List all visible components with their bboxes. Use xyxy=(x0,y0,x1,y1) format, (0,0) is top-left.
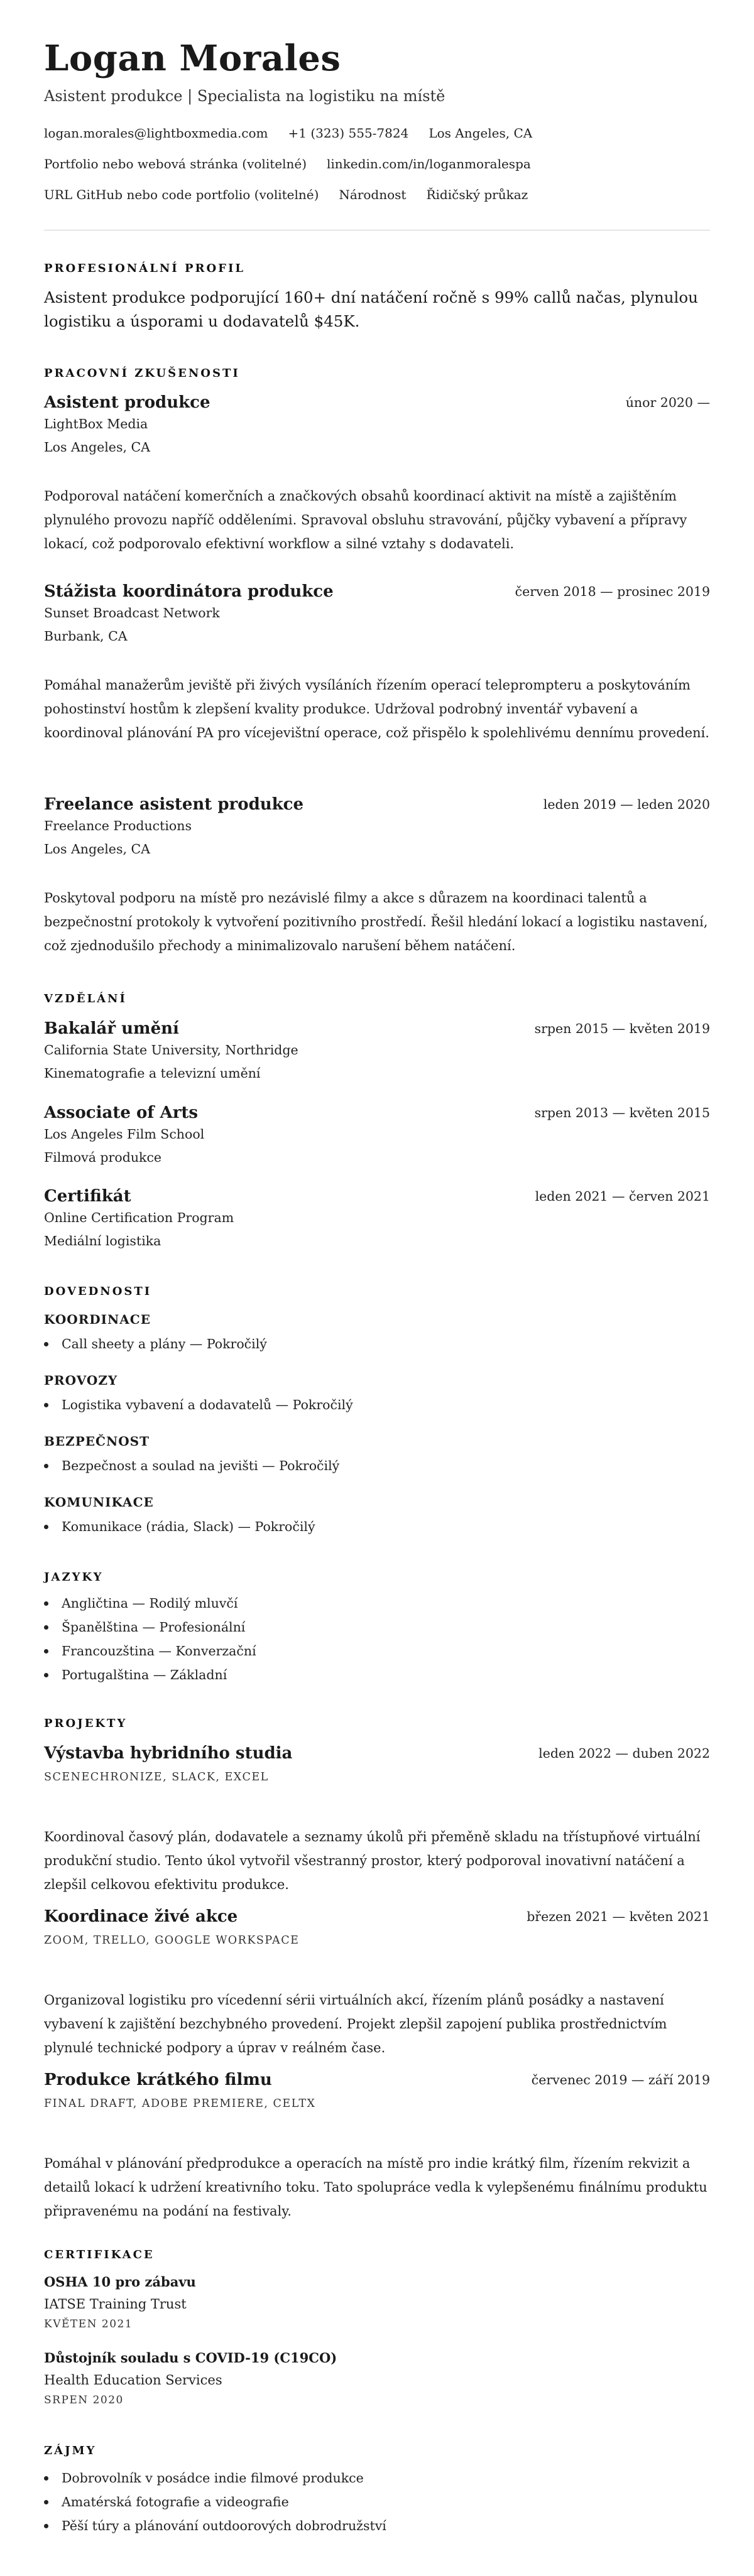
section-heading-projects: PROJEKTY xyxy=(44,1717,128,1730)
skill-item: Komunikace (rádia, Slack) — Pokročilý xyxy=(62,1519,315,1534)
interest-item: Pěší túry a plánování outdoorových dobrodružství xyxy=(62,2518,386,2533)
project-description: Pomáhal v plánování předprodukce a operacích na místě pro indie krátký film, řízením rekvizit a detailů lokací k udržení kreativního toku. Tato spolupráce vedla k vylepšenému finálnímu produktu připravenému na podání na festivaly. xyxy=(44,2156,708,2219)
job-title: Asistent produkce xyxy=(44,393,210,412)
links-row xyxy=(44,156,531,172)
job-date: únor 2020 — xyxy=(625,395,710,410)
candidate-name: Logan Morales xyxy=(44,38,341,79)
headline: Asistent produkce | Specialista na logistiku na místě xyxy=(44,87,445,105)
language-item: Španělština — Profesionální xyxy=(62,1620,246,1635)
extra-info-row xyxy=(44,187,528,203)
job-description: Poskytoval podporu na místě pro nezávislé filmy a akce s důrazem na koordinaci talentů a bezpečnostní protokoly k vytvoření pozitivního prostředí. Řešil hledání lokací a logistiku nastavení, což zjednodušilo přechody a minimalizovalo narušení během natáčení. xyxy=(44,890,708,953)
project-title: Výstavba hybridního studia xyxy=(44,1744,293,1763)
field-of-study: Kinematografie a televizní umění xyxy=(44,1066,261,1081)
interest-item: Dobrovolník v posádce indie filmové produkce xyxy=(62,2470,364,2486)
certification-name: OSHA 10 pro zábavu xyxy=(44,2274,196,2290)
linkedin-link[interactable]: linkedin.com/in/loganmoralespa xyxy=(327,156,531,171)
section-heading-experience: PRACOVNÍ ZKUŠENOSTI xyxy=(44,367,240,380)
skill-item: Logistika vybavení a dodavatelů — Pokročilý xyxy=(62,1397,353,1412)
project-description: Koordinoval časový plán, dodavatele a seznamy úkolů při přeměně skladu na třístupňové virtuální produkční studio. Tento úkol vytvořil všestranný prostor, který podporoval inovativní natáčení a zlepšil celkovou efektivitu produkce. xyxy=(44,1829,701,1892)
language-item: Portugalština — Základní xyxy=(62,1667,227,1682)
job-company: Freelance Productions xyxy=(44,818,192,833)
certification-date: SRPEN 2020 xyxy=(44,2394,124,2406)
degree: Associate of Arts xyxy=(44,1103,199,1122)
school: California State University, Northridge xyxy=(44,1042,298,1058)
job-location: Los Angeles, CA xyxy=(44,842,150,857)
skill-item: Call sheety a plány — Pokročilý xyxy=(62,1336,267,1351)
portfolio-link[interactable]: Portfolio nebo webová stránka (volitelné) xyxy=(44,156,307,171)
certification-name: Důstojník souladu s COVID-19 (C19CO) xyxy=(44,2350,337,2366)
project-description: Organizoval logistiku pro vícedenní sérii virtuálních akcí, řízením plánů posádky a nastavení vybavení k zajištění bezchybného provedení. Projekt zlepšil zapojení publika prostřednictvím plynulé technické podpory a úprav v reálném čase. xyxy=(44,1993,667,2055)
github-link[interactable]: URL GitHub nebo code portfolio (volitelné) xyxy=(44,187,319,202)
certification-issuer: IATSE Training Trust xyxy=(44,2297,187,2312)
certification-issuer: Health Education Services xyxy=(44,2373,222,2388)
section-heading-certifications: CERTIFIKACE xyxy=(44,2248,155,2261)
language-item: Angličtina — Rodilý mluvčí xyxy=(62,1596,238,1611)
language-item: Francouzština — Konverzační xyxy=(62,1643,256,1659)
contact-row xyxy=(44,125,532,141)
degree: Bakalář umění xyxy=(44,1019,179,1038)
drivers-license: Řidičský průkaz xyxy=(426,187,528,202)
project-date: červenec 2019 — září 2019 xyxy=(531,2072,710,2087)
field-of-study: Filmová produkce xyxy=(44,1150,162,1165)
job-company: LightBox Media xyxy=(44,416,148,431)
education-date: srpen 2013 — květen 2015 xyxy=(534,1105,710,1120)
job-company: Sunset Broadcast Network xyxy=(44,605,220,620)
profile-summary: Asistent produkce podporující 160+ dní natáčení ročně s 99% callů načas, plynulou logistiku a úsporami u dodavatelů $45K. xyxy=(44,288,698,330)
project-tech: SCENECHRONIZE, SLACK, EXCEL xyxy=(44,1771,269,1783)
school: Online Certification Program xyxy=(44,1210,234,1225)
field-of-study: Mediální logistika xyxy=(44,1233,161,1248)
project-title: Koordinace živé akce xyxy=(44,1907,238,1926)
job-title: Freelance asistent produkce xyxy=(44,795,304,814)
section-heading-skills: DOVEDNOSTI xyxy=(44,1285,152,1298)
location: Los Angeles, CA xyxy=(429,126,533,141)
education-date: leden 2021 — červen 2021 xyxy=(535,1189,710,1204)
school: Los Angeles Film School xyxy=(44,1127,205,1142)
skill-category: KOORDINACE xyxy=(44,1312,151,1327)
nationality: Národnost xyxy=(339,187,407,202)
project-title: Produkce krátkého filmu xyxy=(44,2070,272,2089)
section-heading-education: VZDĚLÁNÍ xyxy=(44,992,127,1005)
job-date: leden 2019 — leden 2020 xyxy=(543,797,710,812)
job-description: Podporoval natáčení komerčních a značkových obsahů koordinací aktivit na místě a zajištěním plynulého provozu napříč odděleními. Spravoval obsluhu stravování, půjčky vybavení a přípravy lokací, což podporovalo efektivní workflow a silné vztahy s dodavateli. xyxy=(44,489,687,551)
project-tech: ZOOM, TRELLO, GOOGLE WORKSPACE xyxy=(44,1934,300,1947)
degree: Certifikát xyxy=(44,1187,131,1206)
phone: +1 (323) 555-7824 xyxy=(288,126,409,141)
certification-date: KVĚTEN 2021 xyxy=(44,2318,133,2330)
education-date: srpen 2015 — květen 2019 xyxy=(534,1021,710,1036)
section-heading-languages: JAZYKY xyxy=(44,1571,104,1584)
job-location: Burbank, CA xyxy=(44,629,128,644)
project-tech: FINAL DRAFT, ADOBE PREMIERE, CELTX xyxy=(44,2097,316,2110)
skill-category: PROVOZY xyxy=(44,1373,118,1388)
project-date: březen 2021 — květen 2021 xyxy=(527,1909,710,1924)
section-heading-interests: ZÁJMY xyxy=(44,2444,97,2457)
job-date: červen 2018 — prosinec 2019 xyxy=(515,584,710,599)
skill-category: BEZPEČNOST xyxy=(44,1434,150,1449)
interest-item: Amatérská fotografie a videografie xyxy=(62,2494,289,2509)
section-heading-profile: PROFESIONÁLNÍ PROFIL xyxy=(44,262,246,275)
skill-item: Bezpečnost a soulad na jevišti — Pokročilý xyxy=(62,1458,340,1473)
project-date: leden 2022 — duben 2022 xyxy=(538,1746,710,1761)
email-link[interactable]: logan.morales@lightboxmedia.com xyxy=(44,126,268,141)
job-location: Los Angeles, CA xyxy=(44,440,150,455)
job-description: Pomáhal manažerům jeviště při živých vysíláních řízením operací teleprompteru a poskytováním pohostinství hostům k zlepšení kvality produkce. Udržoval podrobný inventář vybavení a koordinoval plánování PA pro vícejevištní operace, což přispělo k spolehlivému dennímu provedení. xyxy=(44,678,709,740)
skill-category: KOMUNIKACE xyxy=(44,1495,154,1510)
job-title: Stážista koordinátora produkce xyxy=(44,582,334,601)
